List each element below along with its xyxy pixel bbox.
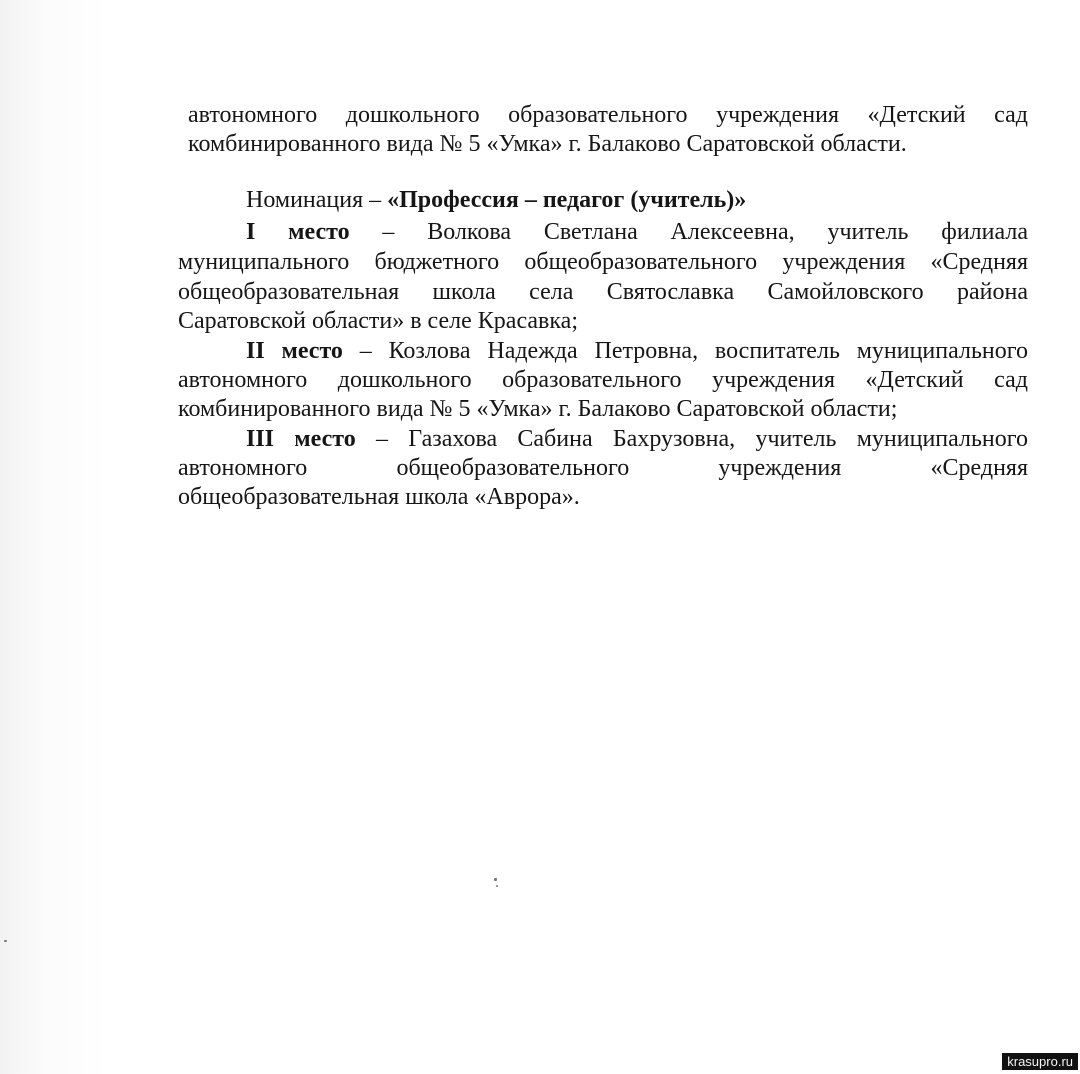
nomination-heading bbox=[246, 186, 746, 214]
nomination-title: «Профессия – педагог (учитель)» bbox=[387, 187, 747, 213]
text-line: комбинированного вида № 5 «Умка» г. Балаково Саратовской области; bbox=[178, 396, 898, 422]
place-2-line bbox=[246, 337, 1028, 365]
scan-speck bbox=[494, 878, 497, 881]
place-1-text: – Волкова Светлана Алексеевна, учитель филиала bbox=[349, 219, 1028, 245]
text-line: комбинированного вида № 5 «Умка» г. Балаково Саратовской области. bbox=[188, 131, 907, 157]
watermark-badge: krasupro.ru bbox=[1002, 1053, 1078, 1070]
place-3-label: III место bbox=[246, 426, 356, 452]
nomination-label: Номинация – bbox=[246, 187, 388, 213]
place-3-text: – Газахова Сабина Бахрузовна, учитель муниципального bbox=[355, 426, 1029, 452]
text-line: автономного общеобразовательного учреждения «Средняя bbox=[178, 455, 1028, 481]
place-2-text: – Козлова Надежда Петровна, воспитатель муниципального bbox=[342, 338, 1028, 364]
text-line: автономного дошкольного образовательного учреждения «Детский сад bbox=[178, 367, 1028, 393]
place-1-label: I место bbox=[246, 219, 350, 245]
text-line: муниципального бюджетного общеобразовательного учреждения «Средняя bbox=[178, 249, 1028, 275]
place-3-line bbox=[246, 425, 1028, 453]
scan-speck bbox=[4, 940, 7, 942]
text-line: общеобразовательная школа села Святославка Самойловского района bbox=[178, 279, 1028, 305]
scan-speck bbox=[496, 885, 498, 887]
text-line: Саратовской области» в селе Красавка; bbox=[178, 308, 578, 334]
place-1-line bbox=[246, 218, 1028, 246]
text-line: автономного дошкольного образовательного учреждения «Детский сад bbox=[188, 102, 1028, 128]
text-line: общеобразовательная школа «Аврора». bbox=[178, 484, 580, 510]
place-2-label: II место bbox=[246, 338, 343, 364]
